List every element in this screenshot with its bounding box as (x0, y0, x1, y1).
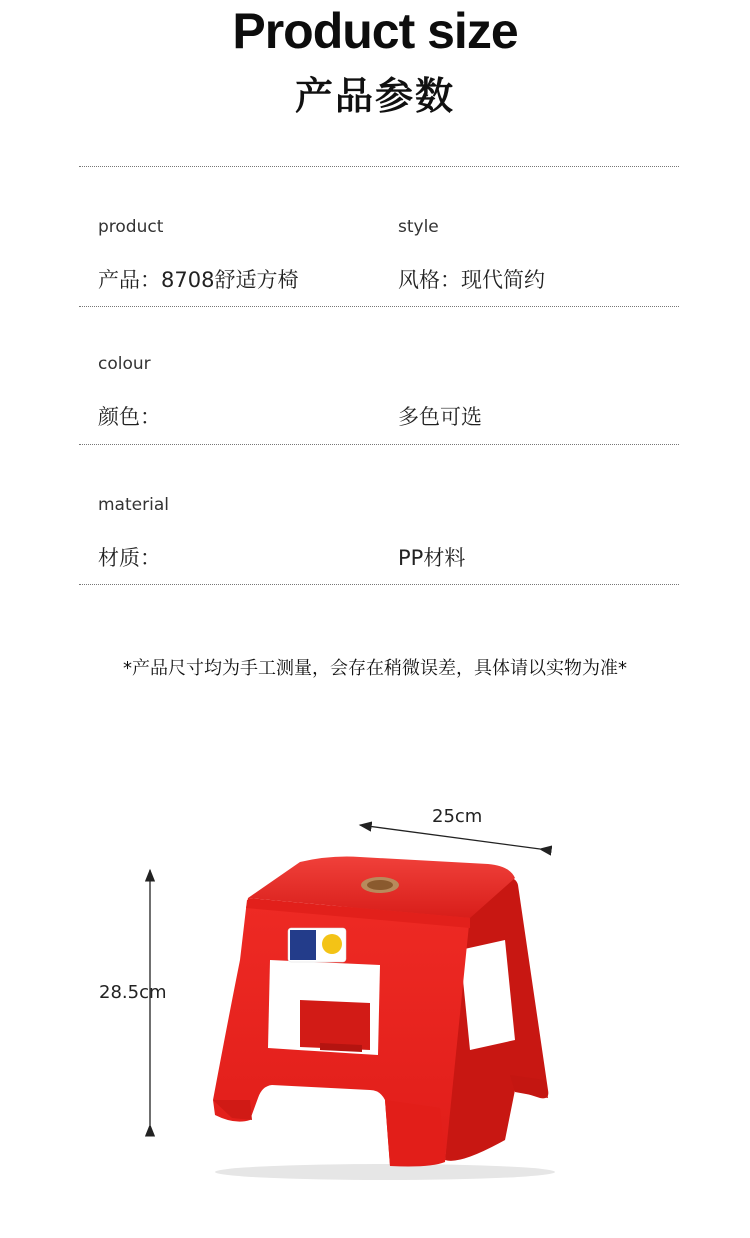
width-label: 25cm (432, 806, 483, 827)
page-title-cn: 产品参数 (294, 74, 455, 118)
height-label: 28.5cm (99, 982, 167, 1003)
measurement-note: *产品尺寸均为手工测量，会存在稍微误差，具体请以实物为准* (123, 658, 627, 679)
spec-label-style: style (398, 217, 439, 237)
page-title-en: Product size (232, 3, 518, 59)
spec-value-style: 风格：现代简约 (398, 268, 545, 292)
spec-value-product: 产品：8708舒适方椅 (98, 268, 299, 292)
spec-label-product: product (98, 217, 164, 237)
spec-value-material: 材质： (98, 546, 161, 570)
spec-value-material-type: PP材料 (398, 546, 466, 570)
spec-value-colour: 颜色： (98, 405, 161, 429)
width-dimension-arrow (360, 825, 540, 849)
spec-label-colour: colour (98, 354, 151, 374)
spec-label-material: material (98, 495, 169, 515)
spec-value-colour-options: 多色可选 (398, 405, 482, 429)
